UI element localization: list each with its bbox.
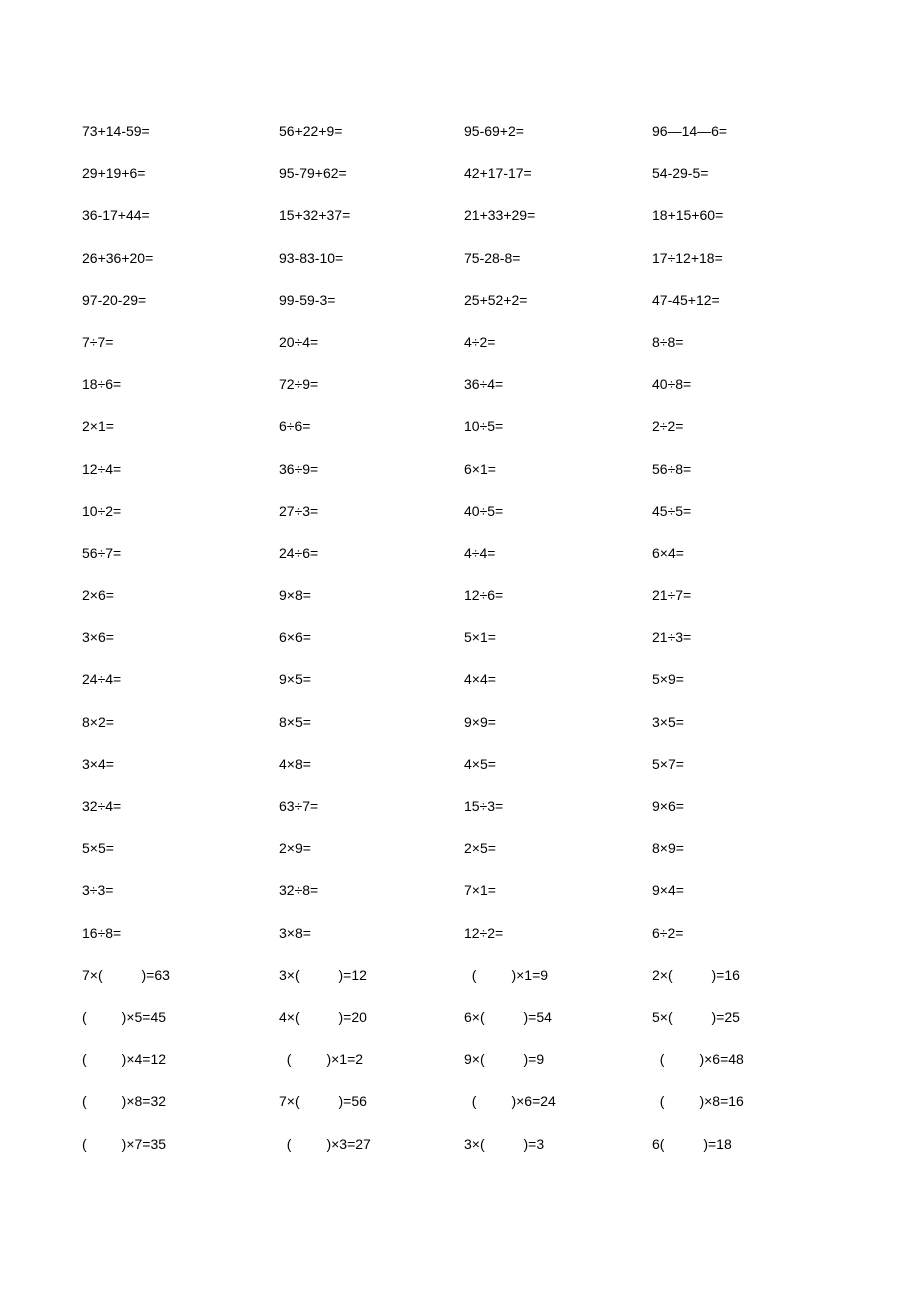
math-problem: ( )×6=24	[464, 1093, 556, 1110]
math-problem: 97-20-29=	[82, 291, 147, 308]
math-problem: 7×( )=56	[279, 1093, 367, 1110]
problem-row	[82, 669, 842, 711]
math-problem: 72÷9=	[279, 376, 319, 393]
math-problem: 12÷2=	[464, 924, 504, 941]
math-problem: 5×9=	[652, 671, 684, 688]
math-problem: 21÷7=	[652, 587, 692, 604]
problem-row	[82, 1049, 842, 1091]
math-problem: 42+17-17=	[464, 165, 532, 182]
math-problem: 18+15+60=	[652, 207, 724, 224]
problem-row	[82, 374, 842, 416]
problem-row	[82, 880, 842, 922]
math-problem: ( )×8=16	[652, 1093, 744, 1110]
math-problem: 24÷4=	[82, 671, 122, 688]
math-problem: 32÷8=	[279, 882, 319, 899]
math-problem: 3÷3=	[82, 882, 114, 899]
math-problem: 4×5=	[464, 755, 496, 772]
math-problem: 6÷2=	[652, 924, 684, 941]
math-problem: 36÷4=	[464, 376, 504, 393]
problem-row	[82, 543, 842, 585]
math-problem: 56+22+9=	[279, 123, 343, 139]
problem-row	[82, 838, 842, 880]
math-problem: 40÷8=	[652, 376, 692, 393]
math-problem: 5×5=	[82, 840, 114, 857]
math-problem: ( )×3=27	[279, 1135, 371, 1152]
math-problem: 3×4=	[82, 755, 114, 772]
math-problem: 4×( )=20	[279, 1008, 367, 1025]
problem-row	[82, 1134, 842, 1176]
problem-row	[82, 712, 842, 754]
math-problem: 3×6=	[82, 629, 114, 646]
math-problem: 36÷9=	[279, 460, 319, 477]
math-problem: 25+52+2=	[464, 291, 528, 308]
math-problem: 26+36+20=	[82, 249, 154, 266]
math-problem: 27÷3=	[279, 502, 319, 519]
math-problem: 9×5=	[279, 671, 311, 688]
math-problem: 8÷8=	[652, 333, 684, 350]
math-problem: 10÷5=	[464, 418, 504, 435]
math-problem: 21÷3=	[652, 629, 692, 646]
math-problem: ( )×4=12	[82, 1051, 167, 1068]
math-problem: 45÷5=	[652, 502, 692, 519]
math-problem: 12÷6=	[464, 587, 504, 604]
math-problem: 96—14—6=	[652, 123, 728, 139]
math-problem: 2×9=	[279, 840, 311, 857]
math-problem: 7×( )=63	[82, 966, 170, 983]
problem-row	[82, 163, 842, 205]
math-problem: ( )×7=35	[82, 1135, 167, 1152]
problem-row	[82, 627, 842, 669]
problem-row	[82, 459, 842, 501]
math-problem: 6×1=	[464, 460, 496, 477]
math-problem: 9×4=	[652, 882, 684, 899]
math-problem: 3×( )=12	[279, 966, 367, 983]
math-problem: 6×( )=54	[464, 1008, 552, 1025]
math-problem: 2×6=	[82, 587, 114, 604]
problem-row	[82, 923, 842, 965]
math-problem: 17÷12+18=	[652, 249, 723, 266]
math-problem: 29+19+6=	[82, 165, 146, 182]
math-problem: 99-59-3=	[279, 291, 336, 308]
problem-row	[82, 332, 842, 374]
math-problem: 7÷7=	[82, 333, 114, 350]
math-problem: 4×4=	[464, 671, 496, 688]
math-problem: ( )×6=48	[652, 1051, 744, 1068]
math-problem: 21+33+29=	[464, 207, 536, 224]
problem-row	[82, 121, 842, 163]
math-problem: 2÷2=	[652, 418, 684, 435]
math-problem: 8×5=	[279, 713, 311, 730]
math-problem: ( )×1=2	[279, 1051, 364, 1068]
problem-row	[82, 248, 842, 290]
math-problem: ( )×8=32	[82, 1093, 167, 1110]
math-problem: 2×( )=16	[652, 966, 740, 983]
math-problem: 4÷2=	[464, 333, 496, 350]
math-problem: 3×8=	[279, 924, 311, 941]
math-problem: 8×2=	[82, 713, 114, 730]
math-problem: 18÷6=	[82, 376, 122, 393]
math-problem: 12÷4=	[82, 460, 122, 477]
math-problem: 63÷7=	[279, 798, 319, 814]
math-problem: 5×1=	[464, 629, 496, 646]
math-problem: 6÷6=	[279, 418, 311, 435]
math-problem: 5×( )=25	[652, 1008, 740, 1025]
math-problem: 20÷4=	[279, 333, 319, 350]
math-problem: ( )×1=9	[464, 966, 549, 983]
problem-row	[82, 1007, 842, 1049]
math-problem: 5×7=	[652, 755, 684, 772]
problem-row	[82, 1091, 842, 1133]
math-problem: 2×5=	[464, 840, 496, 857]
problem-row	[82, 501, 842, 543]
math-problem: 6×6=	[279, 629, 311, 646]
math-problem: 56÷7=	[82, 544, 122, 561]
math-problem: 32÷4=	[82, 798, 122, 814]
math-problem: 9×6=	[652, 798, 684, 814]
problem-row	[82, 754, 842, 796]
arithmetic-worksheet	[82, 121, 842, 1176]
math-problem: 6( )=18	[652, 1135, 732, 1152]
math-problem: 2×1=	[82, 418, 114, 435]
math-problem: 15÷3=	[464, 798, 504, 814]
math-problem: 40÷5=	[464, 502, 504, 519]
problem-row	[82, 585, 842, 627]
math-problem: 24÷6=	[279, 544, 319, 561]
math-problem: 9×( )=9	[464, 1051, 545, 1068]
math-problem: 3×5=	[652, 713, 684, 730]
math-problem: 54-29-5=	[652, 165, 709, 182]
math-problem: 9×9=	[464, 713, 496, 730]
math-problem: 93-83-10=	[279, 249, 344, 266]
math-problem: 16÷8=	[82, 924, 122, 941]
math-problem: 4×8=	[279, 755, 311, 772]
problem-row	[82, 965, 842, 1007]
math-problem: 7×1=	[464, 882, 496, 899]
math-problem: ( )×5=45	[82, 1008, 167, 1025]
math-problem: 95-69+2=	[464, 123, 524, 139]
problem-row	[82, 290, 842, 332]
math-problem: 36-17+44=	[82, 207, 150, 224]
math-problem: 9×8=	[279, 587, 311, 604]
problem-row	[82, 796, 842, 838]
math-problem: 56÷8=	[652, 460, 692, 477]
math-problem: 8×9=	[652, 840, 684, 857]
math-problem: 95-79+62=	[279, 165, 347, 182]
math-problem: 47-45+12=	[652, 291, 720, 308]
math-problem: 15+32+37=	[279, 207, 351, 224]
math-problem: 6×4=	[652, 544, 684, 561]
problem-row	[82, 416, 842, 458]
math-problem: 10÷2=	[82, 502, 122, 519]
math-problem: 3×( )=3	[464, 1135, 545, 1152]
problem-row	[82, 205, 842, 247]
math-problem: 73+14-59=	[82, 123, 150, 139]
math-problem: 75-28-8=	[464, 249, 521, 266]
math-problem: 4÷4=	[464, 544, 496, 561]
